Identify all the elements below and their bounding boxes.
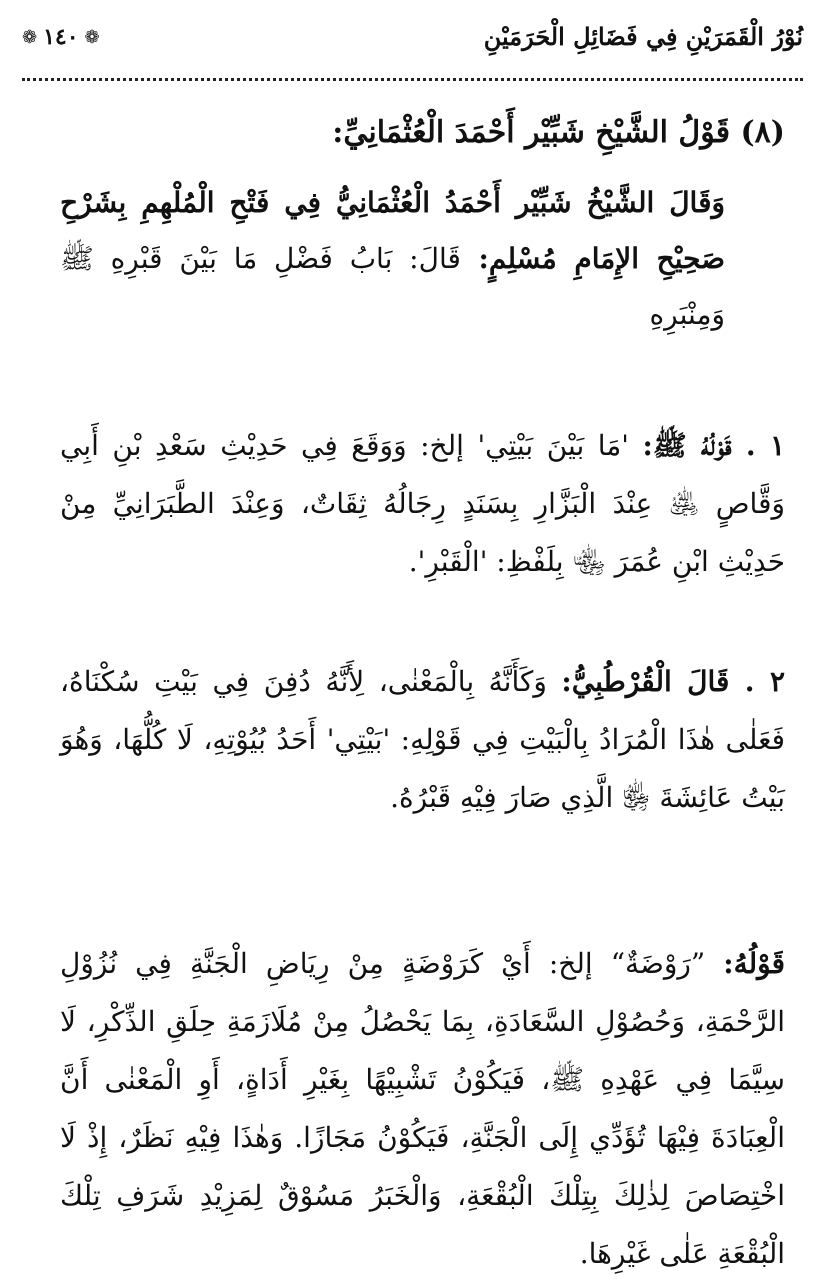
paragraph-2-text: وَكَأَنَّهُ بِالْمَعْنٰى، لِأَنَّهُ دُفِنَ فِي بَيْتِ سُكْنَاهُ، فَعَلٰى هٰذَا الْمُرَادُ بِالْبَيْتِ فِي قَوْلِهِ: 'بَيْتِي' أَحَدُ بُيُوْتِهِ، لَا كُلُّهَا، وَهُوَ بَيْتُ عَائِشَةَ ﵂ الَّذِي صَارَ فِيْهِ قَبْرُهُ.	[60, 665, 785, 814]
running-header	[22, 18, 803, 68]
paragraph-1-text: 'مَا بَيْنَ بَيْتِي' إلخ: وَوَقَعَ فِي حَدِيْثِ سَعْدِ بْنِ أَبِي وَقَّاصٍ ﵁ عِنْدَ الْبَزَّارِ بِسَنَدٍ رِجَالُهُ ثِقَاتٌ، وَعِنْدَ الطَّبَرَانِيِّ مِنْ حَدِيْثِ ابْنِ عُمَرَ ﵄ بِلَفْظِ: 'الْقَبْرِ'.	[60, 429, 785, 578]
intro-normal-text: قَالَ: بَابُ فَضْلِ مَا بَيْنَ قَبْرِهِ ﷺ وَمِنْبَرِهِ	[60, 242, 725, 331]
section-heading: (٨) قَوْلُ الشَّيْخِ شَبِّيْر أَحْمَدَ الْعُثْمَانِيِّ:	[332, 115, 785, 150]
paragraph-2	[60, 653, 785, 827]
book-title: نُوْرُ الْقَمَرَيْنِ فِي فَضَائِلِ الْحَرَمَيْنِ	[483, 22, 803, 51]
intro-bold-text: وَقَالَ الشَّيْخُ شَبِّيْر أَحْمَدُ الْعُثْمَانِيُّ فِي فَتْحِ الْمُلْهِمِ بِشَرْحِ صَحِيْحِ الإِمَامِ مُسْلِمٍ:	[60, 186, 725, 275]
paragraph-1	[60, 417, 785, 591]
paragraph-3	[60, 935, 785, 1283]
paragraph-3-lead: قَوْلُهُ:	[723, 947, 785, 980]
paragraph-3-text: ”رَوْضَةٌ“ إلخ: أَيْ كَرَوْضَةٍ مِنْ رِيَاضِ الْجَنَّةِ فِي نُزُوْلِ الرَّحْمَةِ، وَحُصُوْلِ السَّعَادَةِ، بِمَا يَحْصُلُ مِنْ مُلَازَمَةِ حِلَقِ الذِّكْرِ، لَا سِيَّمَا فِي عَهْدِهِ ﷺ، فَيَكُوْنُ تَشْبِيْهًا بِغَيْرِ أَدَاةٍ، أَوِ الْمَعْنٰى أَنَّ الْعِبَادَةَ فِيْهَا تُؤَدِّي إِلَى الْجَنَّةِ، فَيَكُوْنُ مَجَازًا. وَهٰذَا فِيْهِ نَظَرٌ، إِذْ لَا اخْتِصَاصَ لِذٰلِكَ بِتِلْكَ الْبُقْعَةِ، وَالْخَبَرُ مَسُوْقٌ لِمَزِيْدِ شَرَفِ تِلْكَ الْبُقْعَةِ عَلٰى غَيْرِهَا.	[60, 947, 785, 1270]
section-intro	[60, 175, 725, 343]
ornament-right-icon: ❁	[84, 26, 100, 48]
paragraph-1-lead: ١ . قَوْلُهُ ﷺ:	[642, 429, 785, 462]
paragraph-2-lead: ٢ . قَالَ الْقُرْطُبِيُّ:	[561, 665, 785, 698]
page-number: ١٤٠	[43, 24, 79, 50]
ornament-left-icon: ❁	[22, 26, 38, 48]
page-body	[60, 105, 785, 1283]
page-number-group	[22, 24, 100, 50]
header-divider	[22, 78, 803, 81]
